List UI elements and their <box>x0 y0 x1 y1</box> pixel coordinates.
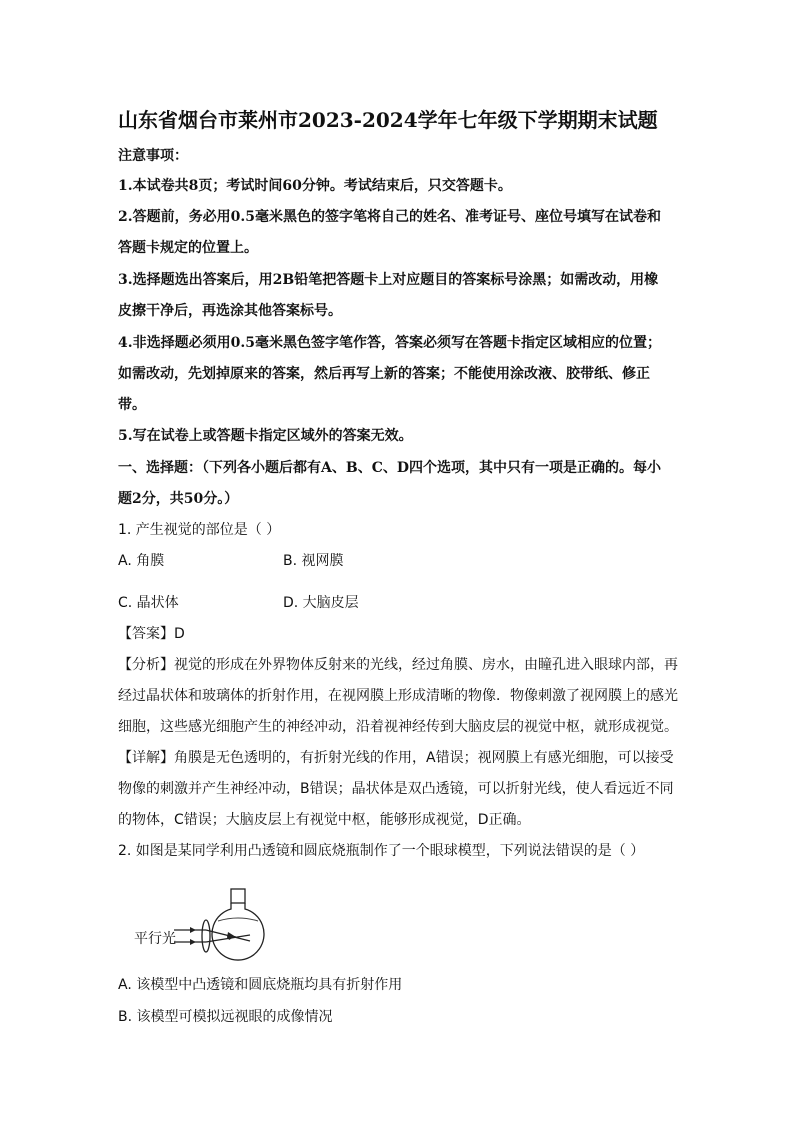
notice-line: 3.选择题选出答案后，用2B铅笔把答题卡上对应题目的答案标号涂黑；如需改动，用橡 <box>118 272 659 288</box>
notice-line: 4.非选择题必须用0.5毫米黑色签字笔作答，答案必须写在答题卡指定区域相应的位置； <box>118 335 661 351</box>
question-2-stem: 2. 如图是某同学利用凸透镜和圆底烧瓶制作了一个眼球模型，下列说法错误的是（ ） <box>118 843 645 859</box>
section-heading-cont: 题2分，共50分。） <box>118 491 239 507</box>
question-2-option-a: A. 该模型中凸透镜和圆底烧瓶均具有折射作用 <box>118 977 403 993</box>
notice-line: 答题卡规定的位置上。 <box>118 240 258 256</box>
question-1-detail-line: 物像的刺激并产生神经冲动，B错误；晶状体是双凸透镜，可以折射光线，使人看远近不同 <box>118 781 674 797</box>
question-1-option-a: A. 角膜 <box>118 553 165 569</box>
notice-line: 带。 <box>118 397 146 413</box>
question-1-analysis-line: 细胞，这些感光细胞产生的神经冲动，沿着视神经传到大脑皮层的视觉中枢，就形成视觉。 <box>118 719 678 735</box>
notice-line: 2.答题前，务必用0.5毫米黑色的签字笔将自己的姓名、准考证号、座位号填写在试卷和 <box>118 209 661 225</box>
ray-lower-arrow <box>190 939 196 945</box>
convex-lens <box>202 920 210 952</box>
notice-line: 如需改动，先划掉原来的答案，然后再写上新的答案；不能使用涂改液、胶带纸、修正 <box>118 366 650 382</box>
question-1-detail-line: 【详解】角膜是无色透明的，有折射光线的作用，A错误；视网膜上有感光细胞，可以接受 <box>118 750 674 766</box>
question-1-analysis-line: 【分析】视觉的形成在外界物体反射来的光线，经过角膜、房水，由瞳孔进入眼球内部，再 <box>118 657 678 673</box>
section-heading: 一、选择题：（下列各小题后都有A、B、C、D四个选项，其中只有一项是正确的。每小 <box>118 460 661 476</box>
parallel-light-label: 平行光 <box>134 931 176 947</box>
question-2-option-b: B. 该模型可模拟远视眼的成像情况 <box>118 1009 333 1025</box>
notice-line: 5.写在试卷上或答题卡指定区域外的答案无效。 <box>118 428 413 444</box>
ray-upper-arrow <box>190 927 196 933</box>
question-1-analysis-line: 经过晶状体和玻璃体的折射作用，在视网膜上形成清晰的物像．物像刺激了视网膜上的感光 <box>118 688 678 704</box>
question-1-answer: 【答案】D <box>118 626 185 642</box>
flask-neck <box>231 889 245 903</box>
question-1-option-b: B. 视网膜 <box>283 553 344 569</box>
notice-heading: 注意事项： <box>118 148 188 164</box>
notice-line: 皮擦干净后，再选涂其他答案标号。 <box>118 303 342 319</box>
notice-line: 1.本试卷共8页；考试时间60分钟。考试结束后，只交答题卡。 <box>118 178 512 194</box>
question-1-detail-line: 的物体，C错误；大脑皮层上有视觉中枢，能够形成视觉，D正确。 <box>118 812 531 828</box>
flask-bulb <box>212 903 264 960</box>
flask-liquid <box>218 918 258 921</box>
question-1-stem: 1. 产生视觉的部位是（ ） <box>118 522 281 538</box>
exam-title: 山东省烟台市莱州市2023-2024学年七年级下学期期末试题 <box>118 108 658 132</box>
question-1-option-d: D. 大脑皮层 <box>283 595 359 611</box>
eye-model-diagram <box>126 885 276 965</box>
question-1-option-c: C. 晶状体 <box>118 595 179 611</box>
